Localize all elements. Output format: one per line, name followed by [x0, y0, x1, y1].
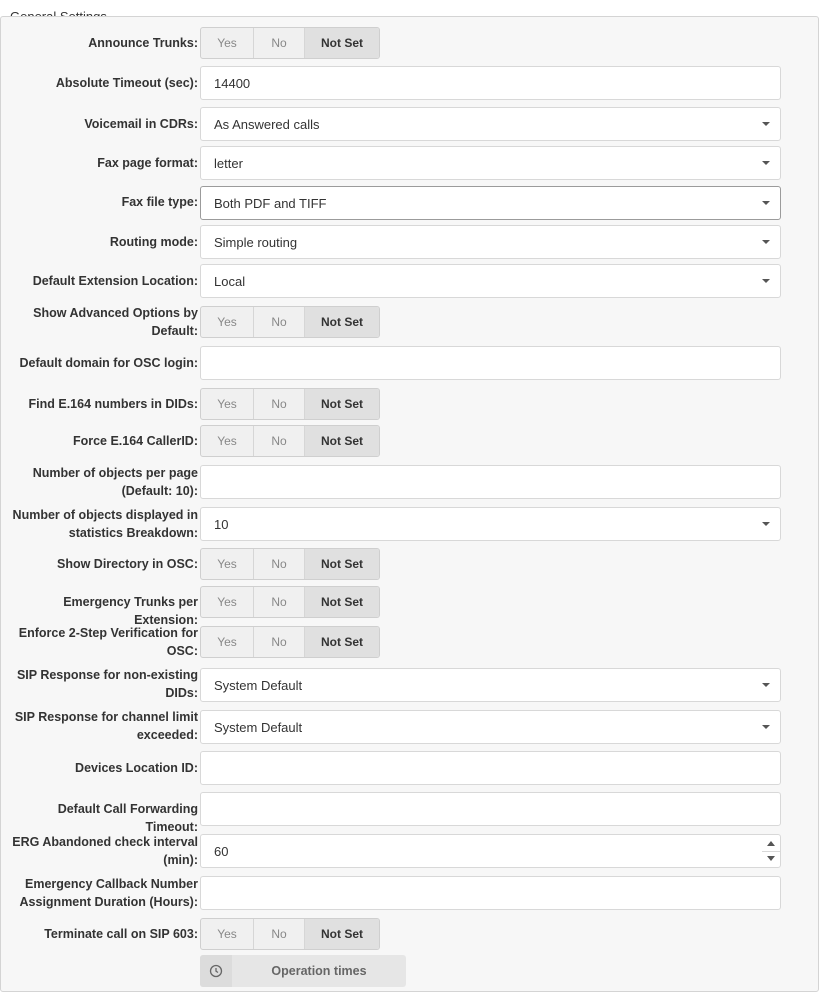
emergency-callback-label: Emergency Callback Number Assignment Duration (Hours):	[19, 877, 198, 909]
chevron-down-icon	[762, 240, 770, 244]
chevron-down-icon	[762, 201, 770, 205]
sip-nonexisting-select[interactable]	[200, 668, 781, 702]
terminate-sip603-label: Terminate call on SIP 603:	[44, 927, 198, 941]
voicemail-cdrs-select[interactable]	[200, 107, 781, 141]
announce-trunks-toggle[interactable]	[200, 27, 380, 59]
absolute-timeout-label: Absolute Timeout (sec):	[55, 76, 198, 90]
show-advanced-toggle[interactable]	[200, 306, 380, 338]
objects-stats-select[interactable]	[200, 507, 781, 541]
toggle-notset[interactable]: Not Set	[305, 587, 379, 617]
find-e164-toggle[interactable]	[200, 388, 380, 420]
toggle-yes[interactable]: Yes	[201, 587, 254, 617]
toggle-notset[interactable]: Not Set	[305, 426, 379, 456]
toggle-notset[interactable]: Not Set	[305, 28, 379, 58]
toggle-no[interactable]: No	[254, 549, 305, 579]
select-value: As Answered calls	[214, 116, 320, 132]
number-spinner[interactable]	[762, 835, 780, 867]
toggle-notset[interactable]: Not Set	[305, 627, 379, 657]
emergency-callback-input[interactable]	[200, 876, 781, 910]
force-e164-label: Force E.164 CallerID:	[72, 434, 198, 448]
toggle-yes[interactable]: Yes	[201, 627, 254, 657]
toggle-notset[interactable]: Not Set	[305, 549, 379, 579]
call-forward-timeout-label: Default Call Forwarding Timeout:	[57, 802, 198, 834]
show-directory-osc-label: Show Directory in OSC:	[57, 557, 198, 571]
toggle-yes[interactable]: Yes	[201, 307, 254, 337]
toggle-no[interactable]: No	[254, 389, 305, 419]
toggle-notset[interactable]: Not Set	[305, 919, 379, 949]
show-advanced-label: Show Advanced Options by Default:	[33, 306, 198, 338]
select-value: Local	[214, 273, 246, 289]
chevron-down-icon	[762, 279, 770, 283]
fax-file-type-label: Fax file type:	[121, 195, 198, 209]
find-e164-label: Find E.164 numbers in DIDs:	[28, 397, 198, 411]
spinner-divider	[762, 851, 780, 852]
fax-file-type-select[interactable]	[200, 186, 781, 220]
chevron-down-icon	[762, 161, 770, 165]
emergency-trunks-toggle[interactable]	[200, 586, 380, 618]
toggle-no[interactable]: No	[254, 587, 305, 617]
devices-location-label: Devices Location ID:	[75, 761, 198, 775]
erg-abandoned-number[interactable]	[200, 834, 781, 868]
objects-per-page-input[interactable]	[200, 465, 781, 499]
routing-mode-select[interactable]	[200, 225, 781, 259]
force-e164-toggle[interactable]	[200, 425, 380, 457]
select-value: Simple routing	[214, 234, 298, 250]
default-ext-location-label: Default Extension Location:	[32, 274, 198, 288]
emergency-trunks-label: Emergency Trunks per Extension:	[63, 595, 198, 627]
chevron-down-icon	[762, 683, 770, 687]
select-value: System Default	[214, 677, 303, 693]
default-ext-location-select[interactable]	[200, 264, 781, 298]
toggle-no[interactable]: No	[254, 919, 305, 949]
chevron-down-icon	[762, 122, 770, 126]
toggle-yes[interactable]: Yes	[201, 389, 254, 419]
toggle-yes[interactable]: Yes	[201, 426, 254, 456]
chevron-down-icon	[762, 725, 770, 729]
select-value: Both PDF and TIFF	[214, 195, 327, 211]
default-domain-osc-input[interactable]	[200, 346, 781, 380]
toggle-yes[interactable]: Yes	[201, 28, 254, 58]
announce-trunks-label: Announce Trunks:	[88, 36, 198, 50]
fax-page-format-select[interactable]	[200, 146, 781, 180]
absolute-timeout-input[interactable]	[200, 66, 781, 100]
clock-icon	[200, 955, 232, 987]
select-value: 10	[214, 516, 229, 532]
fax-page-format-label: Fax page format:	[97, 156, 198, 170]
sip-channel-limit-select[interactable]	[200, 710, 781, 744]
objects-stats-label: Number of objects displayed in statistics Breakdown:	[12, 508, 198, 540]
decrement-arrow-icon[interactable]	[767, 856, 775, 861]
input-value: 14400	[214, 75, 251, 91]
enforce-2step-toggle[interactable]	[200, 626, 380, 658]
toggle-yes[interactable]: Yes	[201, 549, 254, 579]
show-directory-osc-toggle[interactable]	[200, 548, 380, 580]
operation-times-label: Operation times	[271, 964, 367, 978]
devices-location-input[interactable]	[200, 751, 781, 785]
enforce-2step-label: Enforce 2-Step Verification for OSC:	[18, 626, 198, 658]
toggle-no[interactable]: No	[254, 627, 305, 657]
toggle-no[interactable]: No	[254, 307, 305, 337]
select-value: letter	[214, 155, 243, 171]
select-value: System Default	[214, 719, 303, 735]
routing-mode-label: Routing mode:	[109, 235, 198, 249]
chevron-down-icon	[762, 522, 770, 526]
call-forward-timeout-input[interactable]	[200, 792, 781, 826]
terminate-sip603-toggle[interactable]	[200, 918, 380, 950]
operation-times-button[interactable]	[200, 955, 406, 987]
objects-per-page-label: Number of objects per page (Default: 10):	[32, 466, 198, 498]
voicemail-cdrs-label: Voicemail in CDRs:	[84, 117, 198, 131]
default-domain-osc-label: Default domain for OSC login:	[19, 356, 198, 370]
toggle-notset[interactable]: Not Set	[305, 389, 379, 419]
toggle-no[interactable]: No	[254, 426, 305, 456]
erg-abandoned-label: ERG Abandoned check interval (min):	[12, 835, 198, 867]
toggle-yes[interactable]: Yes	[201, 919, 254, 949]
increment-arrow-icon[interactable]	[767, 841, 775, 846]
toggle-no[interactable]: No	[254, 28, 305, 58]
input-value: 60	[214, 843, 229, 859]
sip-nonexisting-label: SIP Response for non-existing DIDs:	[16, 668, 198, 700]
toggle-notset[interactable]: Not Set	[305, 307, 379, 337]
sip-channel-limit-label: SIP Response for channel limit exceeded:	[14, 710, 198, 742]
